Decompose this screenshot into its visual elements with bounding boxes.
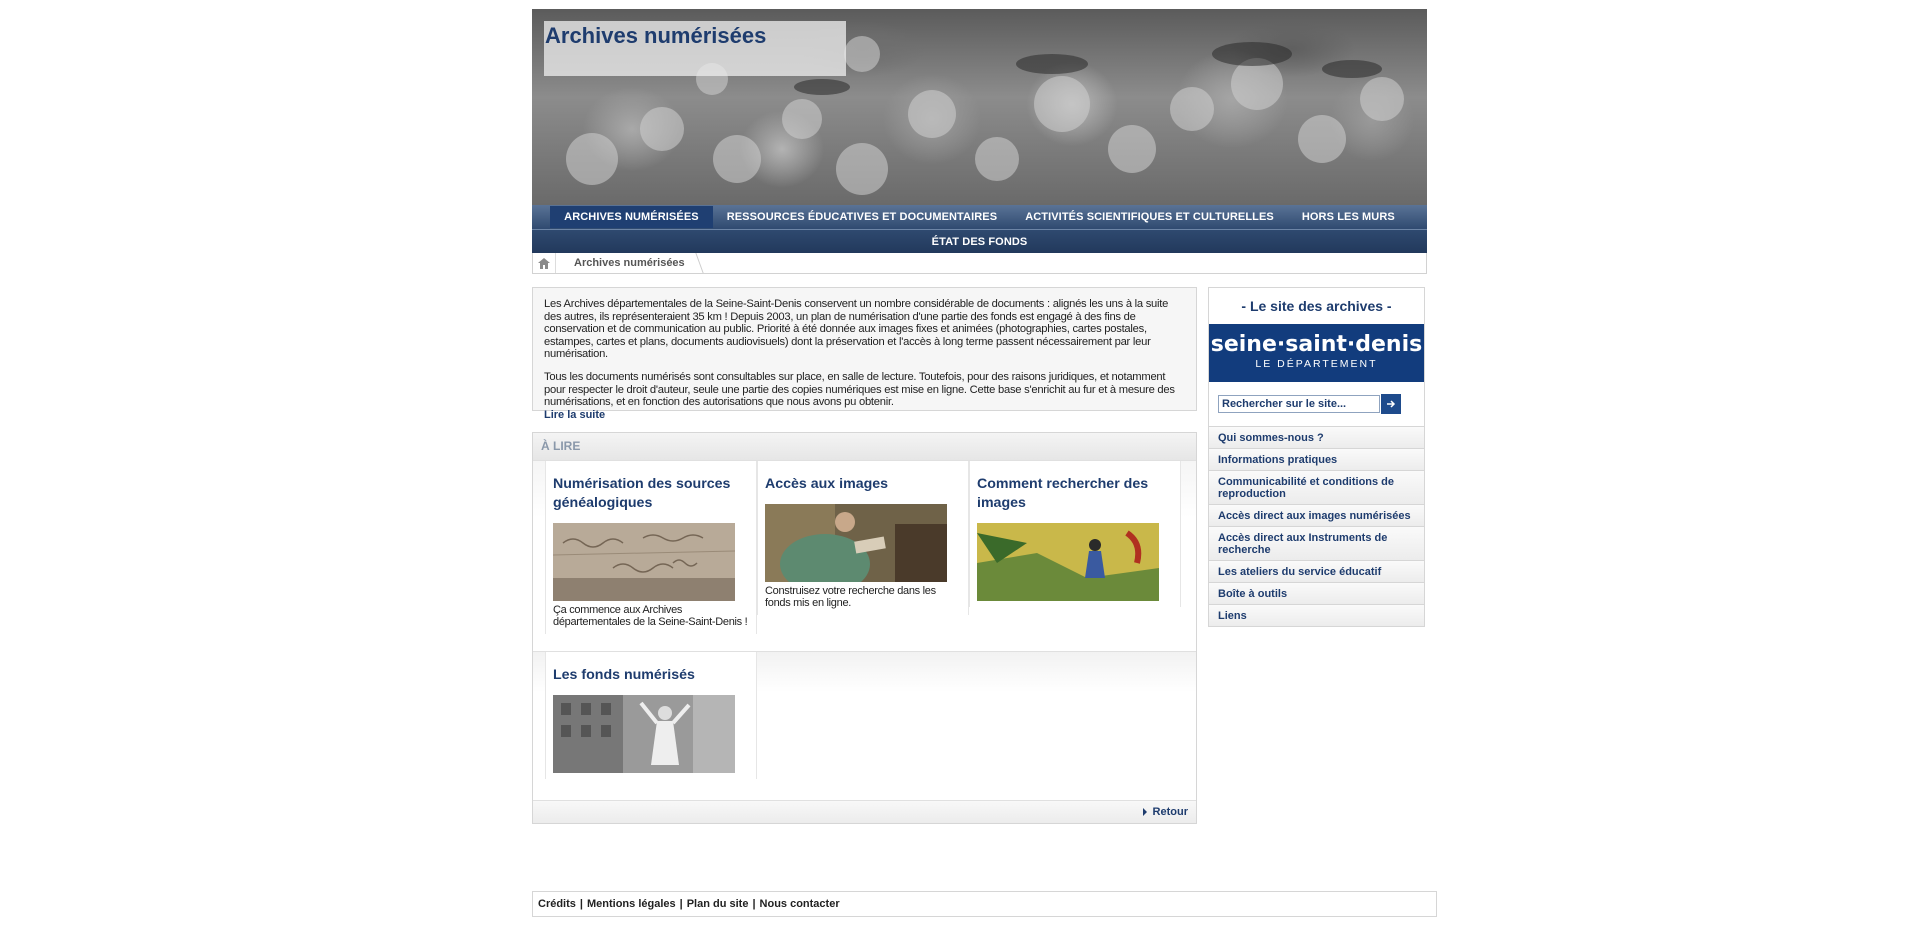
header-banner [532,9,1427,205]
footer-mentions-link[interactable]: Mentions légales [586,898,676,910]
read-more-link[interactable]: Lire la suite [544,408,606,421]
intro-block [532,287,1197,421]
nav-hors-les-murs[interactable]: HORS LES MURS [1301,211,1395,223]
sidebar-menu [1209,426,1424,626]
arrow-right-icon [1386,399,1396,409]
breadcrumb-separator [687,253,703,273]
card-description: Ça commence aux Archives départementales de la Seine-Saint-Denis ! [553,604,748,628]
reading-woman-image[interactable] [765,504,947,582]
nav-archives-numerisees[interactable]: ARCHIVES NUMÉRISÉES [550,206,713,228]
card-description: Construisez votre recherche dans les fonds mis en ligne. [765,585,936,609]
card-fonds-numerises[interactable] [545,652,757,779]
cards-row-1 [533,461,1196,652]
search-input[interactable]: Rechercher sur le site... [1218,395,1380,413]
card-title[interactable]: Accès aux images [765,476,889,492]
main-nav [532,205,1427,253]
card-rechercher-images[interactable] [969,461,1181,607]
card-title[interactable]: Les fonds numérisés [553,667,695,683]
illustration-image[interactable] [977,523,1159,601]
arrow-right-icon [1143,808,1147,816]
home-icon[interactable] [533,253,556,273]
site-title[interactable]: Archives numérisées [545,23,767,48]
site-search [1209,382,1424,426]
search-submit-button[interactable] [1381,394,1401,414]
sidebar-item-communicabilite[interactable]: Communicabilité et conditions de reproduction [1209,470,1424,504]
card-title[interactable]: Comment rechercher des images [977,476,1149,511]
back-link[interactable] [1143,801,1196,823]
back-link-label: Retour [1152,806,1188,818]
intro-paragraph-2: Tous les documents numérisés sont consultables sur place, en salle de lecture. Toutefois, pour des raisons juridiques, et notamment pour respecter le droit d'auteur, seule une partie des copies numériques est mise en ligne. Cette base s'enrichit au fur et à mesure des numérisations, et en fonction des autorisations que nous avons pu obtenir. [544,370,1175,409]
sidebar-item-liens[interactable]: Liens [1209,604,1424,626]
genealogy-register-image[interactable] [553,523,735,601]
sidebar-item-acces-images[interactable]: Accès direct aux images numérisées [1209,504,1424,526]
street-photo-image[interactable] [553,695,735,773]
logo-line-2: LE DÉPARTEMENT [1255,358,1378,370]
sidebar-item-informations-pratiques[interactable]: Informations pratiques [1209,448,1424,470]
nav-activites-scientifiques[interactable]: ACTIVITÉS SCIENTIFIQUES ET CULTURELLES [1025,211,1274,223]
footer-contact-link[interactable]: Nous contacter [759,898,840,910]
cards-row-2 [533,652,1196,786]
logo-line-1: seine·saint·denis [1210,332,1423,357]
main-content [532,287,1197,824]
sidebar [1208,287,1425,627]
footer-credits-link[interactable]: Crédits [538,898,576,910]
card-acces-images[interactable] [757,461,969,615]
breadcrumb [532,253,1427,274]
page [532,9,1427,910]
footer-separator: | [752,898,756,910]
footer-plan-link[interactable]: Plan du site [686,898,749,910]
department-logo[interactable] [1209,324,1424,382]
sidebar-item-boite-a-outils[interactable]: Boîte à outils [1209,582,1424,604]
nav-ressources-educatives[interactable]: RESSOURCES ÉDUCATIVES ET DOCUMENTAIRES [726,211,998,223]
a-lire-heading: À LIRE [533,433,1196,461]
footer [532,891,1437,917]
sidebar-item-qui-sommes-nous[interactable]: Qui sommes-nous ? [1209,426,1424,448]
breadcrumb-current: Archives numérisées [574,257,685,269]
footer-separator: | [579,898,583,910]
sidebar-title: - Le site des archives - [1241,298,1392,314]
sidebar-item-ateliers[interactable]: Les ateliers du service éducatif [1209,560,1424,582]
card-genealogie[interactable] [545,461,757,634]
intro-paragraph-1: Les Archives départementales de la Seine-Saint-Denis conservent un nombre considérable de documents : alignés les uns à la suite des autres, ils représenteraient 35 km ! Depuis 2003, un plan de numérisation d'une partie des fonds est engagé à des fins de conservation et de communication au public. Priorité à été donnée aux images fixes et animées (photographies, cartes postales, estampes, cartes et plans, documents audiovisuels) dont la préservation et l'accès à long terme passent nécessairement par leur numérisation. [544,298,1169,361]
nav-etat-des-fonds[interactable]: ÉTAT DES FONDS [931,235,1028,248]
footer-separator: | [679,898,683,910]
sidebar-item-acces-instruments[interactable]: Accès direct aux Instruments de recherche [1209,526,1424,560]
a-lire-section [532,432,1197,824]
card-title[interactable]: Numérisation des sources généalogiques [553,476,731,511]
a-lire-footer [533,800,1196,823]
